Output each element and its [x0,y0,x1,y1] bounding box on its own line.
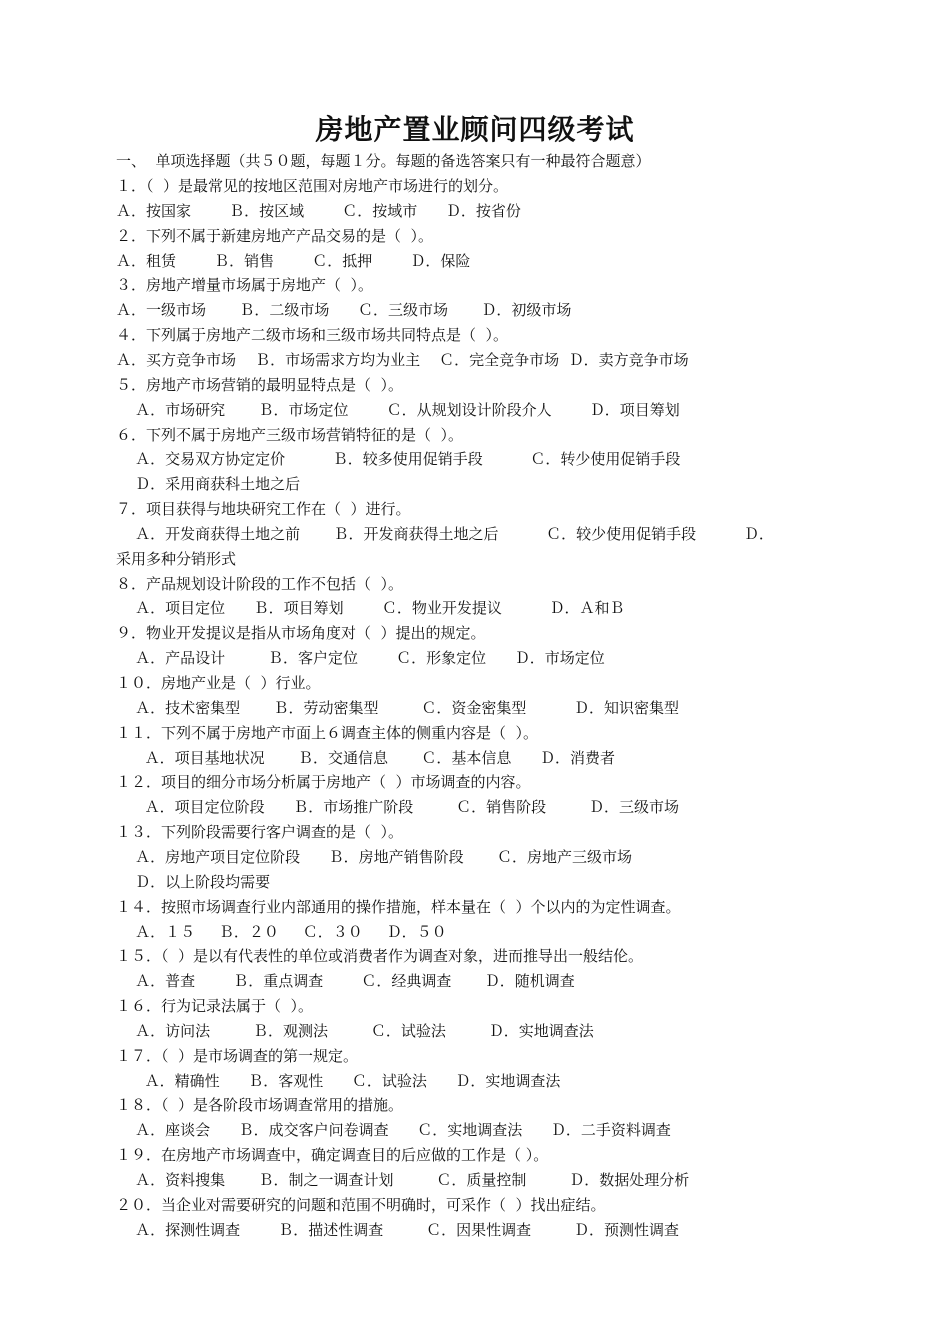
question-line: １３．下列阶段需要行客户调查的是（ ）。 [116,823,404,842]
question-line: Ａ．探测性调查 Ｂ．描述性调查 Ｃ．因果性调查 Ｄ．预测性调查 [116,1220,680,1239]
question-line: ２０．当企业对需要研究的问题和范围不明确时，可采作（ ）找出症结。 [116,1195,606,1214]
question-line: Ａ．技术密集型 Ｂ．劳动密集型 Ｃ．资金密集型 Ｄ．知识密集型 [116,698,680,717]
question-line: Ａ．访问法 Ｂ．观测法 Ｃ．试验法 Ｄ．实地调查法 [116,1021,594,1040]
question-line: ４．下列属于房地产二级市场和三级市场共同特点是（ ）。 [116,326,509,345]
question-line: １１．下列不属于房地产市面上６调查主体的侧重内容是（ ）。 [116,723,539,742]
question-line: １４．按照市场调查行业内部通用的操作措施，样本量在（ ）个以内的为定性调查。 [116,897,681,916]
question-line: Ａ．座谈会 Ｂ．成交客户问卷调查 Ｃ．实地调查法 Ｄ．二手资料调查 [116,1121,671,1140]
question-line: Ａ．项目定位 Ｂ．项目筹划 Ｃ．物业开发提议 Ｄ．Ａ和Ｂ [116,599,625,618]
document-title: 房地产置业顾问四级考试 [315,113,635,146]
question-line: １．（ ）是最常见的按地区范围对房地产市场进行的划分。 [116,177,509,195]
question-line: Ａ．开发商获得土地之前 Ｂ．开发商获得土地之后 Ｃ．较少使用促销手段 Ｄ． [116,524,774,543]
question-line: １６．行为记录法属于（ ）。 [116,997,314,1016]
question-line: １９．在房地产市场调查中，确定调查目的后应做的工作是（ ）。 [116,1146,549,1165]
question-line: ２．下列不属于新建房地产产品交易的是（ ）。 [116,226,434,245]
question-line: Ｄ．以上阶段均需要 [116,872,271,891]
question-line: Ａ．项目基地状况 Ｂ．交通信息 Ｃ．基本信息 Ｄ．消费者 [116,748,615,767]
question-line: Ａ．买方竞争市场 Ｂ．市场需求方均为业主 Ｃ．完全竞争市场 Ｄ．卖方竞争市场 [116,350,689,369]
question-line: Ａ．市场研究 Ｂ．市场定位 Ｃ．从规划设计阶段介人 Ｄ．项目筹划 [116,400,680,419]
question-line: Ａ．１５ Ｂ．２０ Ｃ．３０ Ｄ．５０ [116,922,447,941]
question-line: １２．项目的细分市场分析属于房地产（ ）市场调查的内容。 [116,773,531,792]
question-line: １８．（ ）是各阶段市场调查常用的措施。 [116,1096,404,1115]
question-line: Ａ．一级市场 Ｂ．二级市场 Ｃ．三级市场 Ｄ．初级市场 [116,301,572,320]
question-line: ６．下列不属于房地产三级市场营销特征的是（ ）。 [116,425,464,444]
question-line: Ａ．普查 Ｂ．重点调查 Ｃ．经典调查 Ｄ．随机调查 [116,972,575,991]
question-line: ７．项目获得与地块研究工作在（ ）进行。 [116,500,411,519]
question-line: Ａ．产品设计 Ｂ．客户定位 Ｃ．形象定位 Ｄ．市场定位 [116,649,605,668]
question-line: １７．（ ）是市场调查的第一规定。 [116,1046,359,1065]
question-line: Ａ．房地产项目定位阶段 Ｂ．房地产销售阶段 Ｃ．房地产三级市场 [116,847,633,866]
question-line: ８．产品规划设计阶段的工作不包括（ ）。 [116,574,404,593]
question-line: Ａ．租赁 Ｂ．销售 Ｃ．抵押 Ｄ．保险 [116,251,471,270]
question-line: １５．（ ）是以有代表性的单位或消费者作为调查对象，进而推导出一般结伦。 [116,947,644,966]
question-line: ５．房地产市场营销的最明显特点是（ ）。 [116,375,404,394]
question-line: 采用多种分销形式 [116,549,237,568]
question-line: Ａ．按国家 Ｂ．按区域 Ｃ．按域市 Ｄ．按省份 [116,201,521,220]
question-line: １０．房地产业是（ ）行业。 [116,674,321,692]
question-line: Ａ．精确性 Ｂ．客观性 Ｃ．试验法 Ｄ．实地调查法 [116,1071,561,1090]
section-heading: 一、 单项选择题（共５０题，每题１分。每题的备选答案只有一种最符合题意） [116,152,651,170]
question-line: Ａ．项目定位阶段 Ｂ．市场推广阶段 Ｃ．销售阶段 Ｄ．三级市场 [116,798,680,817]
question-line: Ａ．资料搜集 Ｂ．制之一调查计划 Ｃ．质量控制 Ｄ．数据处理分析 [116,1171,690,1189]
question-line: ９．物业开发提议是指从市场角度对（ ）提出的规定。 [116,624,486,643]
question-line: Ａ．交易双方协定定价 Ｂ．较多使用促销手段 Ｃ．转少使用促销手段 [116,450,681,469]
question-line: ３．房地产增量市场属于房地产（ ）。 [116,276,374,295]
question-line: Ｄ．采用商获科土地之后 [116,475,301,494]
